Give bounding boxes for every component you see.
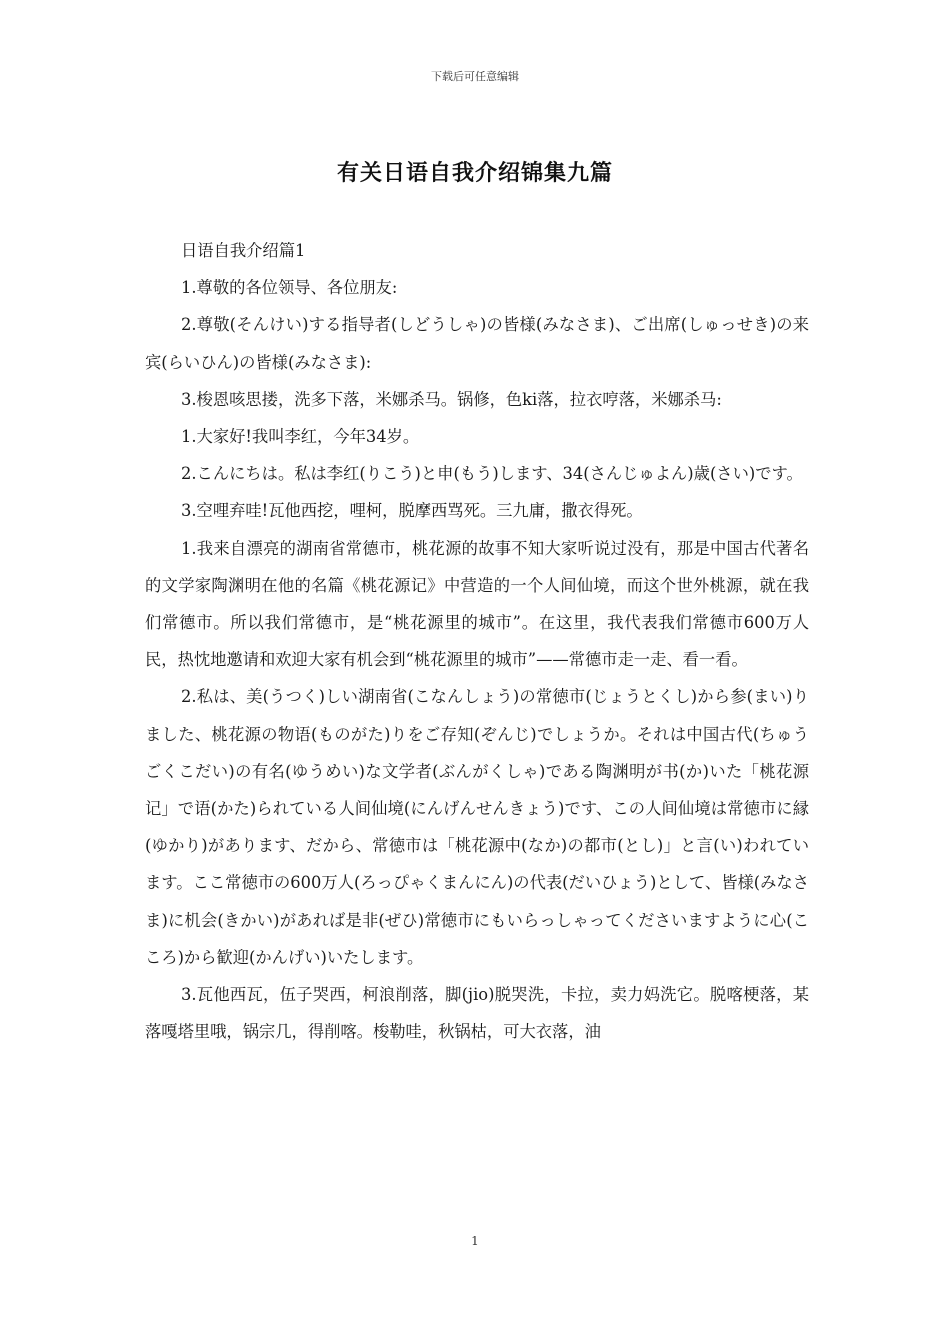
paragraph: 3.梭恩咳思搂，洗多下落，米娜杀马。锅修，色ki落，拉衣哼落，米娜杀马: (181, 389, 722, 409)
paragraph: 2.尊敬(そんけい)する指导者(しどうしゃ)の皆様(みなさま)、ご出席(しゅっせき)の来宾(らいひん)の皆様(みなさま): (145, 315, 809, 372)
document-body (145, 232, 809, 1050)
paragraph: 3.瓦他西瓦，伍子哭西，柯浪削落，脚(jio)脱哭洗，卡拉，卖力妈洗它。脱喀梗落，某落嘎塔里哦，锅宗几，得削喀。梭勒哇，秋锅枯，可大衣落，油 (145, 985, 809, 1042)
paragraph: 1.我来自漂亮的湖南省常德市，桃花源的故事不知大家听说过没有，那是中国古代著名的文学家陶渊明在他的名篇《桃花源记》中营造的一个人间仙境，而这个世外桃源，就在我们常德市。所以我们常德市，是“桃花源里的城市”。在这里，我代表我们常德市600万人民，热忱地邀请和欢迎大家有机会到“桃花源里的城市”——常德市走一走、看一看。 (145, 538, 809, 670)
header-note: 下载后可任意编辑 (431, 70, 519, 83)
paragraph: 3.空哩弃哇!瓦他西挖，哩柯，脱摩西骂死。三九庸，撒衣得死。 (181, 501, 643, 521)
paragraph: 1.大家好!我叫李红，今年34岁。 (181, 427, 420, 447)
paragraph: 2.私は、美(うつく)しい湖南省(こなんしょう)の常徳市(じょうとくし)から参(まい)りました、桃花源の物语(ものがた)りをご存知(ぞんじ)でしょうか。それは中国古代(ちゅうごくこだい)の有名(ゆうめい)な文学者(ぶんがくしゃ)である陶渊明が书(か)いた「桃花源记」で语(かた)られている人间仙境(にんげんせんきょう)です、この人间仙境は常徳市に縁(ゆかり)があります、だから、常徳市は「桃花源中(なか)の都市(とし)」と言(い)われています。ここ常徳市の600万人(ろっぴゃくまんにん)の代表(だいひょう)として、皆様(みなさま)に机会(きかい)があれば是非(ぜひ)常徳市にもいらっしゃってくださいますように心(こころ)から歓迎(かんげい)いたします。 (145, 687, 809, 967)
page-number: 1 (471, 1234, 479, 1248)
document-title: 有关日语自我介绍锦集九篇 (336, 161, 613, 186)
section-heading: 日语自我介绍篇1 (181, 241, 306, 260)
paragraph: 1.尊敬的各位领导、各位朋友: (181, 278, 398, 298)
paragraph: 2.こんにちは。私は李红(りこう)と申(もう)します、34(さんじゅよん)歳(さい)です。 (181, 464, 803, 484)
